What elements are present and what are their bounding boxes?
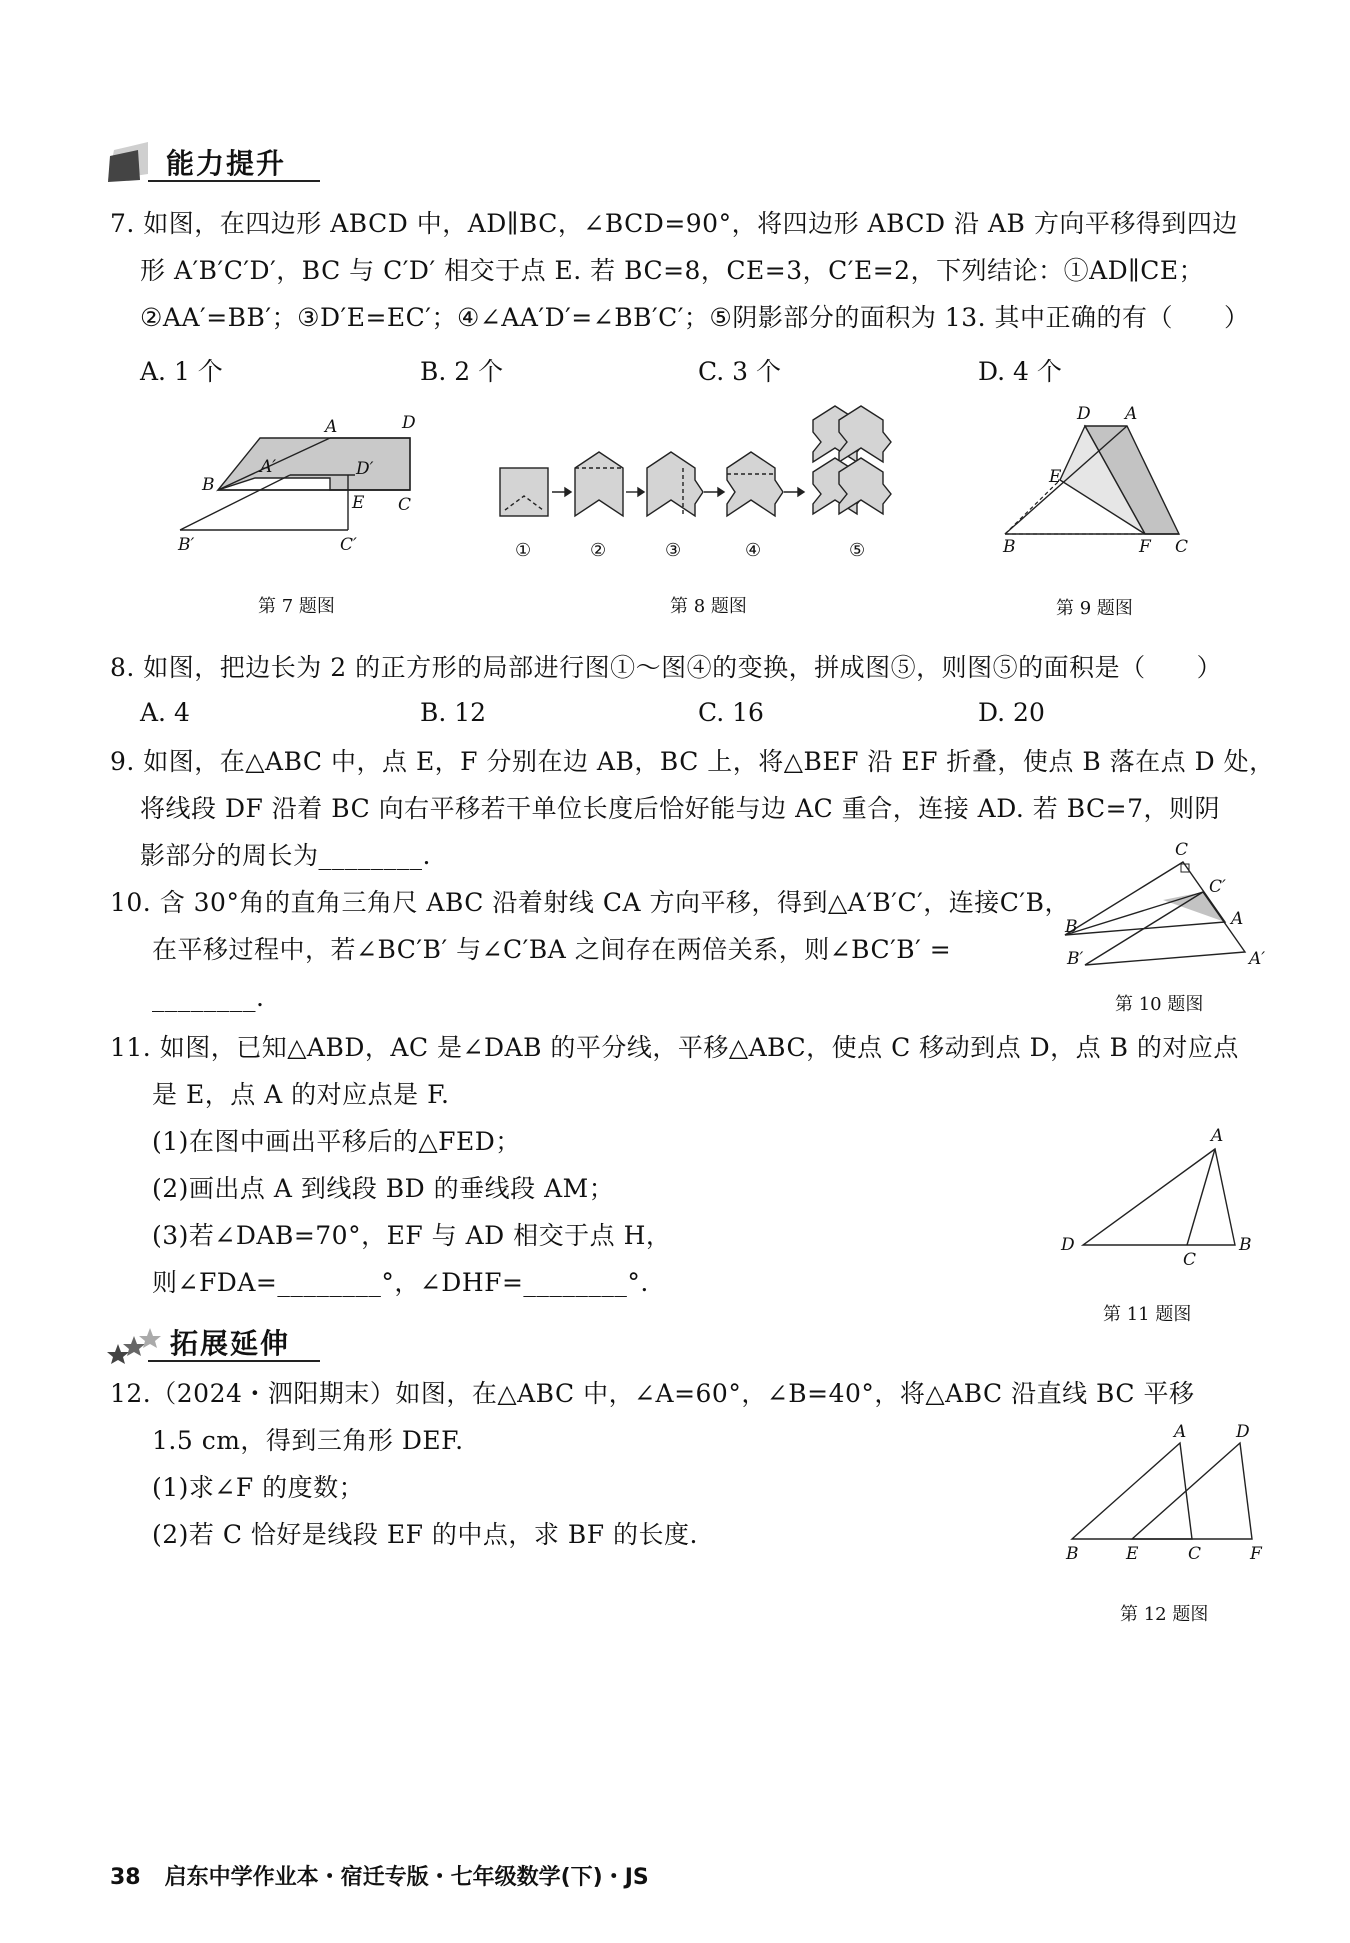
fig10-label-b1: B′ — [1067, 949, 1084, 969]
fig12-caption: 第 12 题图 — [1120, 1604, 1209, 1625]
fig8-step-label-1: ① — [515, 540, 532, 561]
section-rule — [148, 1360, 320, 1362]
fig11-caption: 第 11 题图 — [1103, 1304, 1192, 1325]
figure-8 — [495, 400, 875, 570]
q7-option-c: C. 3 个 — [698, 357, 781, 386]
fig9-label-e: E — [1049, 467, 1062, 487]
q12-line2: 1.5 cm，得到三角形 DEF. — [152, 1426, 464, 1455]
q12-part2: (2)若 C 恰好是线段 EF 的中点，求 BF 的长度. — [152, 1520, 698, 1549]
section-badge-icon — [108, 142, 154, 182]
q7-option-d: D. 4 个 — [978, 357, 1062, 386]
fig9-label-c: C — [1175, 537, 1189, 557]
fig9-label-f: F — [1139, 537, 1151, 557]
fig10-label-c: C — [1175, 840, 1189, 860]
fig8-step5-tiling — [813, 406, 891, 514]
fig9-label-a: A — [1125, 404, 1138, 424]
fig11-label-d: D — [1061, 1235, 1075, 1255]
fig8-step4-shape — [727, 452, 783, 516]
fig12-label-e: E — [1126, 1544, 1139, 1564]
fig10-label-a: A — [1231, 909, 1244, 929]
fig8-step2-shape — [575, 452, 623, 516]
fig11-label-b: B — [1239, 1235, 1252, 1255]
fig7-label-d1: D′ — [356, 459, 374, 479]
q12-part1: (1)求∠F 的度数； — [152, 1473, 365, 1502]
fig12-label-d: D — [1236, 1422, 1250, 1442]
fig8-caption: 第 8 题图 — [670, 596, 747, 617]
q7-line1: 7. 如图，在四边形 ABCD 中，AD∥BC，∠BCD=90°，将四边形 ABCD 沿 AB 方向平移得到四边 — [110, 209, 1238, 238]
figure-9 — [1003, 402, 1205, 557]
q7-option-b: B. 2 个 — [420, 357, 504, 386]
fig11-label-a: A — [1211, 1126, 1224, 1146]
fig7-label-d: D — [402, 413, 416, 433]
section-title-extension: 拓展延伸 — [170, 1327, 291, 1360]
q11-part4: 则∠FDA=________°，∠DHF=________°. — [152, 1268, 649, 1297]
fig9-caption: 第 9 题图 — [1056, 598, 1133, 619]
q7-line3: ②AA′=BB′；③D′E=EC′；④∠AA′D′=∠BB′C′；⑤阴影部分的面积为 13. 其中正确的有（ ） — [140, 303, 1250, 332]
fig11-ac — [1187, 1149, 1215, 1245]
fig7-label-a1: A′ — [260, 457, 277, 477]
q8-option-a: A. 4 — [140, 698, 190, 727]
fig10-label-a1: A′ — [1249, 949, 1266, 969]
fig8-step3-shape — [647, 452, 703, 516]
q8-line1: 8. 如图，把边长为 2 的正方形的局部进行图①～图④的变换，拼成图⑤，则图⑤的面积是（ ） — [110, 653, 1223, 682]
figure-7 — [180, 410, 430, 560]
q11-line2: 是 E，点 A 的对应点是 F. — [152, 1080, 450, 1109]
fig12-label-b: B — [1066, 1544, 1079, 1564]
q12-line1: 12.（2024・泗阳期末）如图，在△ABC 中，∠A=60°，∠B=40°，将△ABC 沿直线 BC 平移 — [110, 1379, 1195, 1408]
q11-part1: (1)在图中画出平移后的△FED； — [152, 1127, 521, 1156]
fig7-label-e: E — [352, 493, 365, 513]
q8-option-c: C. 16 — [698, 698, 764, 727]
fig12-label-c: C — [1188, 1544, 1202, 1564]
figure-10 — [1055, 840, 1270, 970]
fig12-label-f: F — [1250, 1544, 1262, 1564]
page-number: 38 — [110, 1865, 141, 1890]
figure-11 — [1055, 1125, 1252, 1270]
fig7-label-c1: C′ — [340, 535, 357, 555]
fig7-label-a: A — [325, 417, 338, 437]
q9-line2: 将线段 DF 沿着 BC 向右平移若干单位长度后恰好能与边 AC 重合，连接 AD. 若 BC=7，则阴 — [140, 794, 1221, 823]
section-title-ability: 能力提升 — [166, 147, 287, 180]
book-title: 启东中学作业本・宿迁专版・七年级数学(下)・JS — [164, 1865, 649, 1890]
section-header-extension — [108, 1320, 318, 1362]
q9-line3: 影部分的周长为________. — [140, 841, 431, 870]
fig10-c1b — [1065, 892, 1203, 935]
q9-line1: 9. 如图，在△ABC 中，点 E，F 分别在边 AB，BC 上，将△BEF 沿 EF 折叠，使点 B 落在点 D 处， — [110, 747, 1275, 776]
q10-line1: 10. 含 30°角的直角三角尺 ABC 沿着射线 CA 方向平移，得到△A′B′C′，连接C′B， — [110, 888, 1070, 917]
fig12-triangle-abc — [1072, 1443, 1192, 1539]
fig7-label-b1: B′ — [178, 535, 195, 555]
fig12-label-a: A — [1174, 1422, 1187, 1442]
fig7-caption: 第 7 题图 — [258, 596, 335, 617]
page-footer — [110, 1860, 649, 1891]
stars-icon — [108, 1322, 168, 1362]
fig9-label-b: B — [1003, 537, 1016, 557]
figure-12 — [1060, 1422, 1262, 1565]
q7-line2: 形 A′B′C′D′，BC 与 C′D′ 相交于点 E. 若 BC=8，CE=3，C′E=2，下列结论：①AD∥CE； — [140, 256, 1205, 285]
q7-option-a: A. 1 个 — [140, 357, 223, 386]
fig11-triangle-abd — [1083, 1149, 1235, 1245]
fig8-step-label-3: ③ — [665, 540, 682, 561]
fig10-caption: 第 10 题图 — [1115, 994, 1204, 1015]
q8-option-b: B. 12 — [420, 698, 487, 727]
fig10-label-b: B — [1065, 917, 1078, 937]
section-rule — [148, 180, 320, 182]
q10-line2: 在平移过程中，若∠BC′B′ 与∠C′BA 之间存在两倍关系，则∠BC′B′ = — [152, 935, 952, 964]
fig12-triangle-def — [1132, 1443, 1252, 1539]
fig8-step-label-5: ⑤ — [849, 540, 866, 561]
q8-option-d: D. 20 — [978, 698, 1045, 727]
fig10-triangle-a1b1c1 — [1085, 892, 1245, 965]
fig8-step-label-4: ④ — [745, 540, 762, 561]
section-header-ability — [108, 140, 318, 182]
q11-line1: 11. 如图，已知△ABD，AC 是∠DAB 的平分线，平移△ABC，使点 C 移动到点 D，点 B 的对应点 — [110, 1033, 1239, 1062]
q10-line3: ________. — [152, 983, 265, 1012]
fig8-step-label-2: ② — [590, 540, 607, 561]
fig10-label-c1: C′ — [1209, 877, 1226, 897]
fig9-label-d: D — [1077, 404, 1091, 424]
fig7-label-b: B — [202, 475, 215, 495]
q11-part2: (2)画出点 A 到线段 BD 的垂线段 AM； — [152, 1174, 615, 1203]
fig11-label-c: C — [1183, 1250, 1197, 1270]
q11-part3: (3)若∠DAB=70°，EF 与 AD 相交于点 H， — [152, 1221, 672, 1250]
fig7-label-c: C — [398, 495, 412, 515]
